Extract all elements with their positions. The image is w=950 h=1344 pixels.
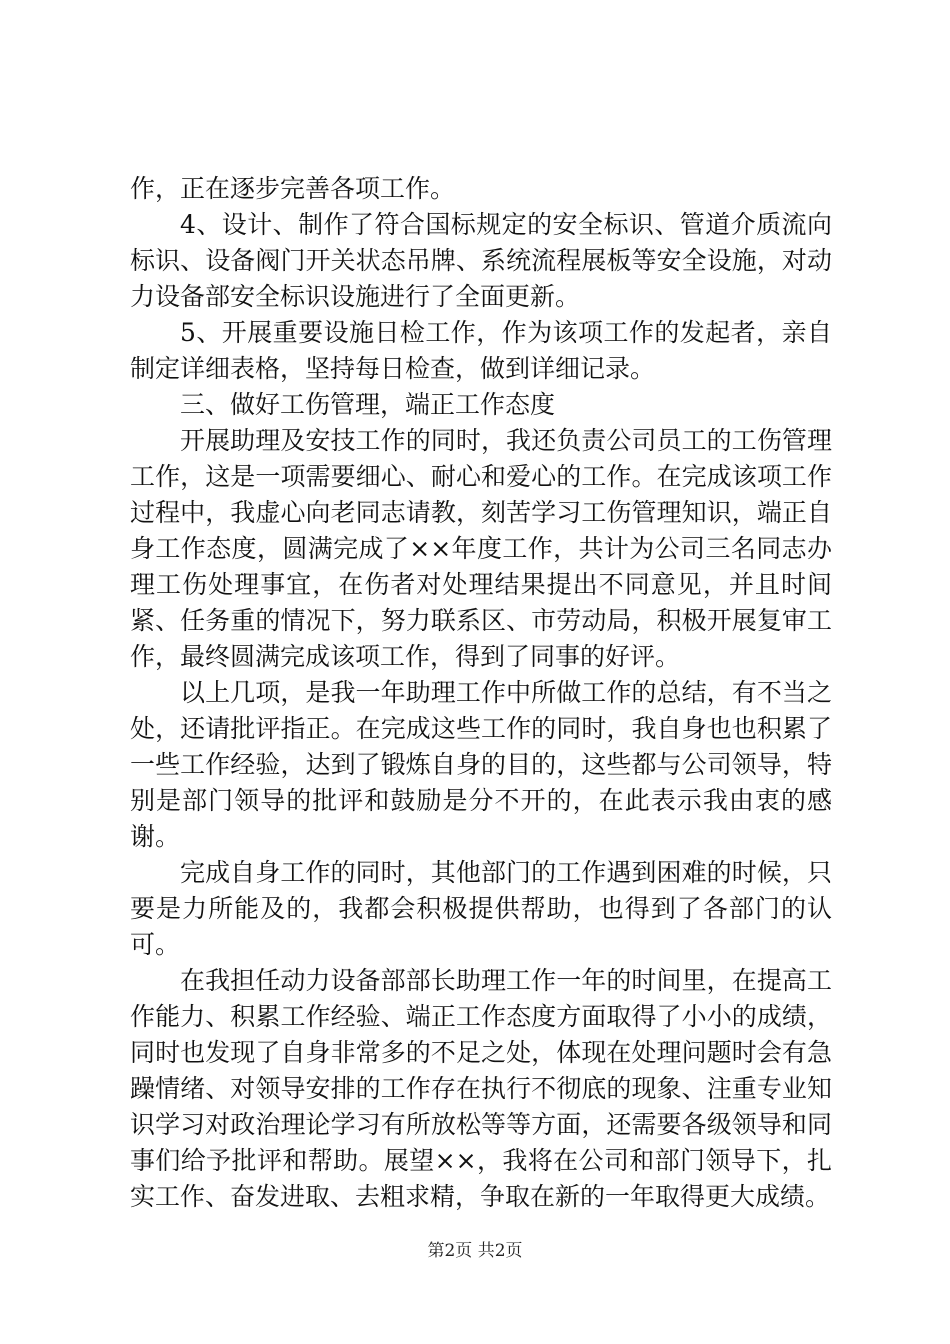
section-heading: 三、做好工伤管理，端正工作态度 bbox=[180, 390, 556, 419]
paragraph-1: 作，正在逐步完善各项工作。 bbox=[130, 174, 456, 203]
paragraph-6: 以上几项，是我一年助理工作中所做工作的总结，有不当之处，还请批评指正。在完成这些工作的同时，我自身也也积累了一些工作经验，达到了锻炼自身的目的，这些都与公司领导，特别是部门领导的批评和鼓励是分不开的，在此表示我由衷的感谢。 bbox=[130, 678, 832, 851]
paragraph-2: 4、设计、制作了符合国标规定的安全标识、管道介质流向标识、设备阀门开关状态吊牌、系统流程展板等安全设施，对动力设备部安全标识设施进行了全面更新。 bbox=[130, 210, 832, 311]
paragraph-8: 在我担任动力设备部部长助理工作一年的时间里，在提高工作能力、积累工作经验、端正工作态度方面取得了小小的成绩，同时也发现了自身非常多的不足之处，体现在处理问题时会有急躁情绪、对领导安排的工作存在执行不彻底的现象、注重专业知识学习对政治理论学习有所放松等等方面，还需要各级领导和同事们给予批评和帮助。展望××，我将在公司和部门领导下，扎实工作、奋发进取、去粗求精，争取在新的一年取得更大成绩。 bbox=[130, 966, 832, 1211]
paragraph-7: 完成自身工作的同时，其他部门的工作遇到困难的时候，只要是力所能及的，我都会积极提供帮助，也得到了各部门的认可。 bbox=[130, 858, 832, 959]
paragraph-5: 开展助理及安技工作的同时，我还负责公司员工的工伤管理工作，这是一项需要细心、耐心和爱心的工作。在完成该项工作过程中，我虚心向老同志请教，刻苦学习工伤管理知识，端正自身工作态度，圆满完成了××年度工作，共计为公司三名同志办理工伤处理事宜，在伤者对处理结果提出不同意见，并且时间紧、任务重的情况下，努力联系区、市劳动局，积极开展复审工作，最终圆满完成该项工作，得到了同事的好评。 bbox=[130, 426, 832, 671]
paragraph-3: 5、开展重要设施日检工作，作为该项工作的发起者，亲自制定详细表格，坚持每日检查，做到详细记录。 bbox=[130, 318, 832, 383]
page-number-footer: 第2页 共2页 bbox=[427, 1241, 523, 1261]
document-body bbox=[130, 171, 832, 1215]
